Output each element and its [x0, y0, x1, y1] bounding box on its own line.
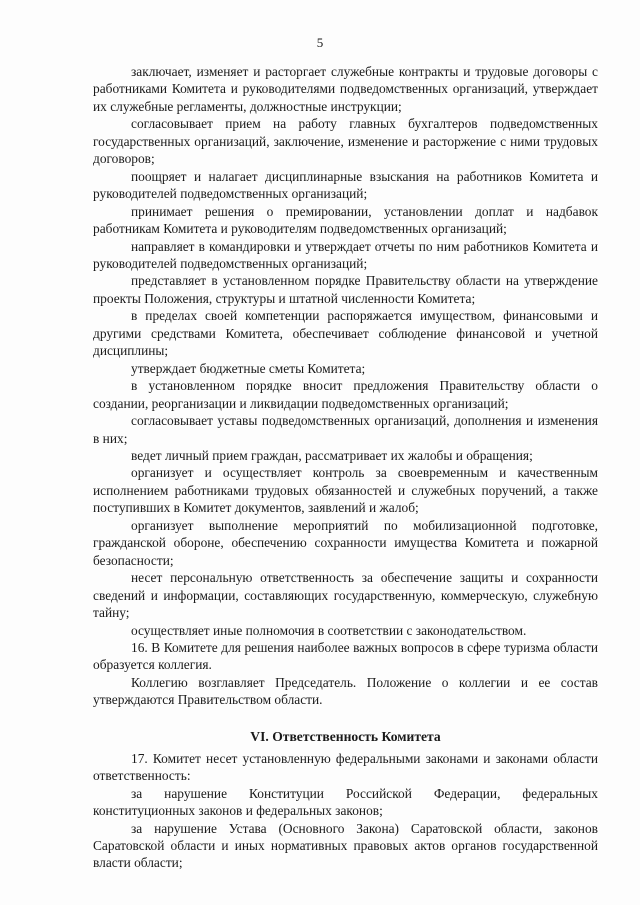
paragraph: согласовывает уставы подведомственных организаций, дополнения и изменения в них; [93, 413, 598, 446]
paragraph: осуществляет иные полномочия в соответствии с законодательством. [131, 622, 527, 638]
paragraph: Коллегию возглавляет Председатель. Положение о коллегии и ее состав утверждаются Правительством области. [93, 674, 598, 708]
paragraph: принимает решения о премировании, установлении доплат и надбавок работникам Комитета и руководителям подведомственных организаций; [93, 203, 598, 237]
paragraph: за нарушение Конституции Российской Федерации, федеральных конституционных законов и федеральных законов; [93, 785, 598, 819]
paragraph: за нарушение Устава (Основного Закона) Саратовской области, законов Саратовской области и иных нормативных правовых актов органов государственной власти области; [93, 820, 598, 871]
paragraph: представляет в установленном порядке Правительству области на утверждение проекты Положения, структуры и штатной численности Комитета; [93, 273, 598, 306]
clause-16: 16. В Комитете для решения наиболее важных вопросов в сфере туризма области образуется коллегия. [93, 639, 598, 673]
document-body [93, 63, 598, 872]
paragraph: согласовывает прием на работу главных бухгалтеров подведомственных государственных организаций, заключение, изменение и расторжение с ними трудовых договоров; [93, 116, 598, 167]
paragraph: организует выполнение мероприятий по мобилизационной подготовке, гражданской обороне, обеспечению сохранности имущества Комитета и пожарной безопасности; [93, 517, 598, 568]
paragraph: несет персональную ответственность за обеспечение защиты и сохранности сведений и информации, составляющих государственную, коммерческую, служебную тайну; [93, 570, 598, 621]
paragraph: поощряет и налагает дисциплинарные взыскания на работников Комитета и руководителей подведомственных организаций; [93, 168, 598, 202]
paragraph: в установленном порядке вносит предложения Правительству области о создании, реорганизации и ликвидации подведомственных организаций; [93, 378, 598, 411]
section-heading: VI. Ответственность Комитета [250, 728, 441, 744]
paragraph: организует и осуществляет контроль за своевременным и качественным исполнением работниками трудовых обязанностей и служебных поручений, а также поступивших в Комитет документов, заявлений и жалоб; [93, 465, 598, 516]
paragraph: ведет личный прием граждан, рассматривает их жалобы и обращения; [131, 447, 533, 463]
page-number: 5 [316, 35, 324, 50]
paragraph: заключает, изменяет и расторгает служебные контракты и трудовые договоры с работниками Комитета и руководителями подведомственных организаций, утверждает их служебные регламенты, должностные инструкции; [93, 64, 598, 114]
paragraph: в пределах своей компетенции распоряжается имуществом, финансовыми и другими средствами Комитета, обеспечивает соблюдение финансовой и учетной дисциплины; [93, 308, 598, 359]
clause-17: 17. Комитет несет установленную федеральными законами и законами области ответственность: [93, 750, 598, 784]
paragraph: направляет в командировки и утверждает отчеты по ним работников Комитета и руководителей подведомственных организаций; [93, 238, 598, 271]
paragraph: утверждает бюджетные сметы Комитета; [131, 360, 366, 376]
